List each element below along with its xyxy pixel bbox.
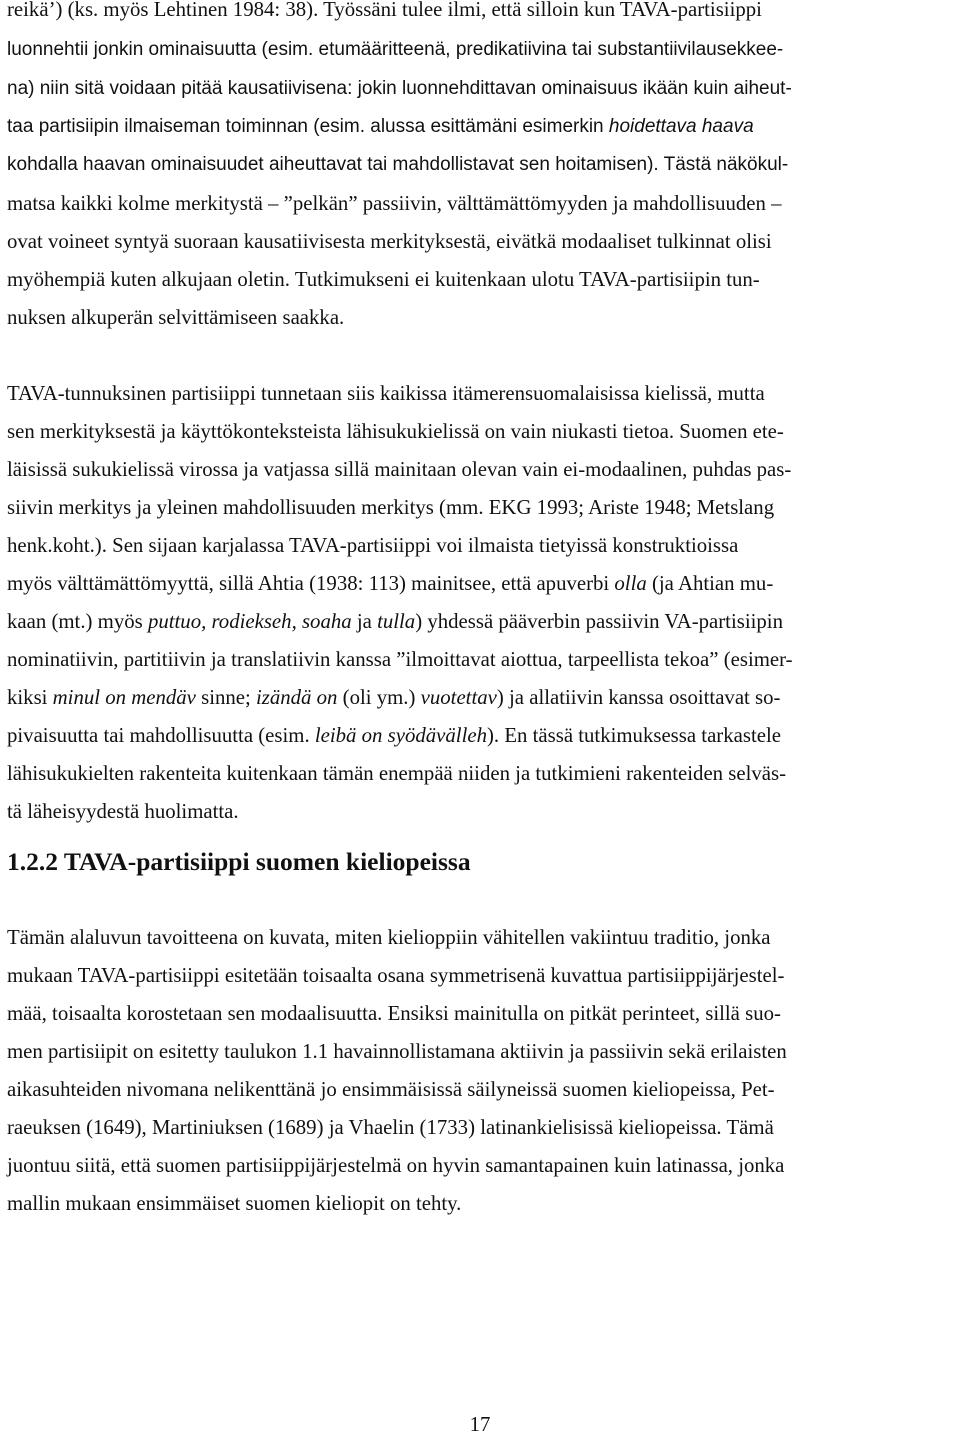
text-line: tä läheisyydestä huolimatta. — [7, 800, 239, 823]
text-line: kiksi minul on mendäv sinne; izändä on (oli ym.) vuotettav) ja allatiivin kanssa osoittavat so- — [7, 686, 781, 709]
text-line: men partisiipit on esitetty taulukon 1.1 havainnollistamana aktiivin ja passiivin sekä erilaisten — [7, 1040, 787, 1063]
text-line: na) niin sitä voidaan pitää kausatiivisena: jokin luonnehdittavan ominaisuus ikään kuin aiheut- — [7, 78, 792, 99]
text-line: myöhempiä kuten alkujaan oletin. Tutkimukseni ei kuitenkaan ulotu TAVA-partisiipin tun- — [7, 268, 760, 291]
text-line: lähisukukielten rakenteita kuitenkaan tämän enempää niiden ja tutkimieni rakenteiden selväs- — [7, 762, 787, 785]
text-line: henk.koht.). Sen sijaan karjalassa TAVA-partisiippi voi ilmaista tietyissä konstruktioissa — [7, 534, 739, 557]
text-line: siivin merkitys ja yleinen mahdollisuuden merkitys (mm. EKG 1993; Ariste 1948; Metslang — [7, 496, 775, 519]
text-line: pivaisuutta tai mahdollisuutta (esim. leibä on syödävälleh). En tässä tutkimuksessa tarkastele — [7, 724, 781, 747]
text-line: mukaan TAVA-partisiippi esitetään toisaalta osana symmetrisenä kuvattua partisiippijärjestel- — [7, 964, 785, 987]
text-line: Tämän alaluvun tavoitteena on kuvata, miten kielioppiin vähitellen vakiintuu traditio, jonka — [7, 926, 771, 949]
text-line: mää, toisaalta korostetaan sen modaalisuutta. Ensiksi mainitulla on pitkät perinteet, sillä suo- — [7, 1002, 781, 1025]
text-line: mallin mukaan ensimmäiset suomen kieliopit on tehty. — [7, 1192, 462, 1215]
text-line: kaan (mt.) myös puttuo, rodiekseh, soaha ja tulla) yhdessä pääverbin passiivin VA-partisiipin — [7, 610, 783, 633]
text-line: nuksen alkuperän selvittämiseen saakka. — [7, 306, 345, 329]
text-line: myös välttämättömyyttä, sillä Ahtia (1938: 113) mainitsee, että apuverbi olla (ja Ahtian mu- — [7, 572, 774, 595]
text-line: kohdalla haavan ominaisuudet aiheuttavat tai mahdollistavat sen hoitamisen). Tästä näkökul- — [7, 154, 789, 175]
text-line: raeuksen (1649), Martiniuksen (1689) ja Vhaelin (1733) latinankielisissä kieliopeissa. Tämä — [7, 1116, 774, 1139]
text-line: juontuu siitä, että suomen partisiippijärjestelmä on hyvin samantapainen kuin latinassa, jonka — [7, 1154, 785, 1177]
text-line: nominatiivin, partitiivin ja translatiivin kanssa ”ilmoittavat aiottua, tarpeellista tekoa” (esimer- — [7, 648, 793, 671]
text-line: ovat voineet syntyä suoraan kausatiivisesta merkityksestä, eivätkä modaaliset tulkinnat olisi — [7, 230, 772, 253]
text-line: luonnehtii jonkin ominaisuutta (esim. etumääritteenä, predikatiivina tai substantiivilausekkee- — [7, 39, 784, 60]
text-line: taa partisiipin ilmaiseman toiminnan (esim. alussa esittämäni esimerkin hoidettava haava — [7, 116, 754, 137]
text-line: aikasuhteiden nivomana nelikenttänä jo ensimmäisissä säilyneissä suomen kieliopeissa, Pet- — [7, 1078, 775, 1101]
text-line: reikä’) (ks. myös Lehtinen 1984: 38). Työssäni tulee ilmi, että silloin kun TAVA-partisiippi — [7, 0, 762, 21]
text-line: matsa kaikki kolme merkitystä – ”pelkän” passiivin, välttämättömyyden ja mahdollisuuden – — [7, 192, 782, 215]
text-line: TAVA-tunnuksinen partisiippi tunnetaan siis kaikissa itämerensuomalaisissa kielissä, mutta — [7, 382, 765, 405]
text-line: läisissä sukukielissä virossa ja vatjassa sillä mainitaan olevan vain ei-modaalinen, puhdas pas- — [7, 458, 792, 481]
text-line: sen merkityksestä ja käyttökonteksteista lähisukukielissä on vain niukasti tietoa. Suomen ete- — [7, 420, 784, 443]
section-heading: 1.2.2 TAVA-partisiippi suomen kieliopeissa — [7, 847, 471, 876]
page-number: 17 — [469, 1413, 491, 1436]
